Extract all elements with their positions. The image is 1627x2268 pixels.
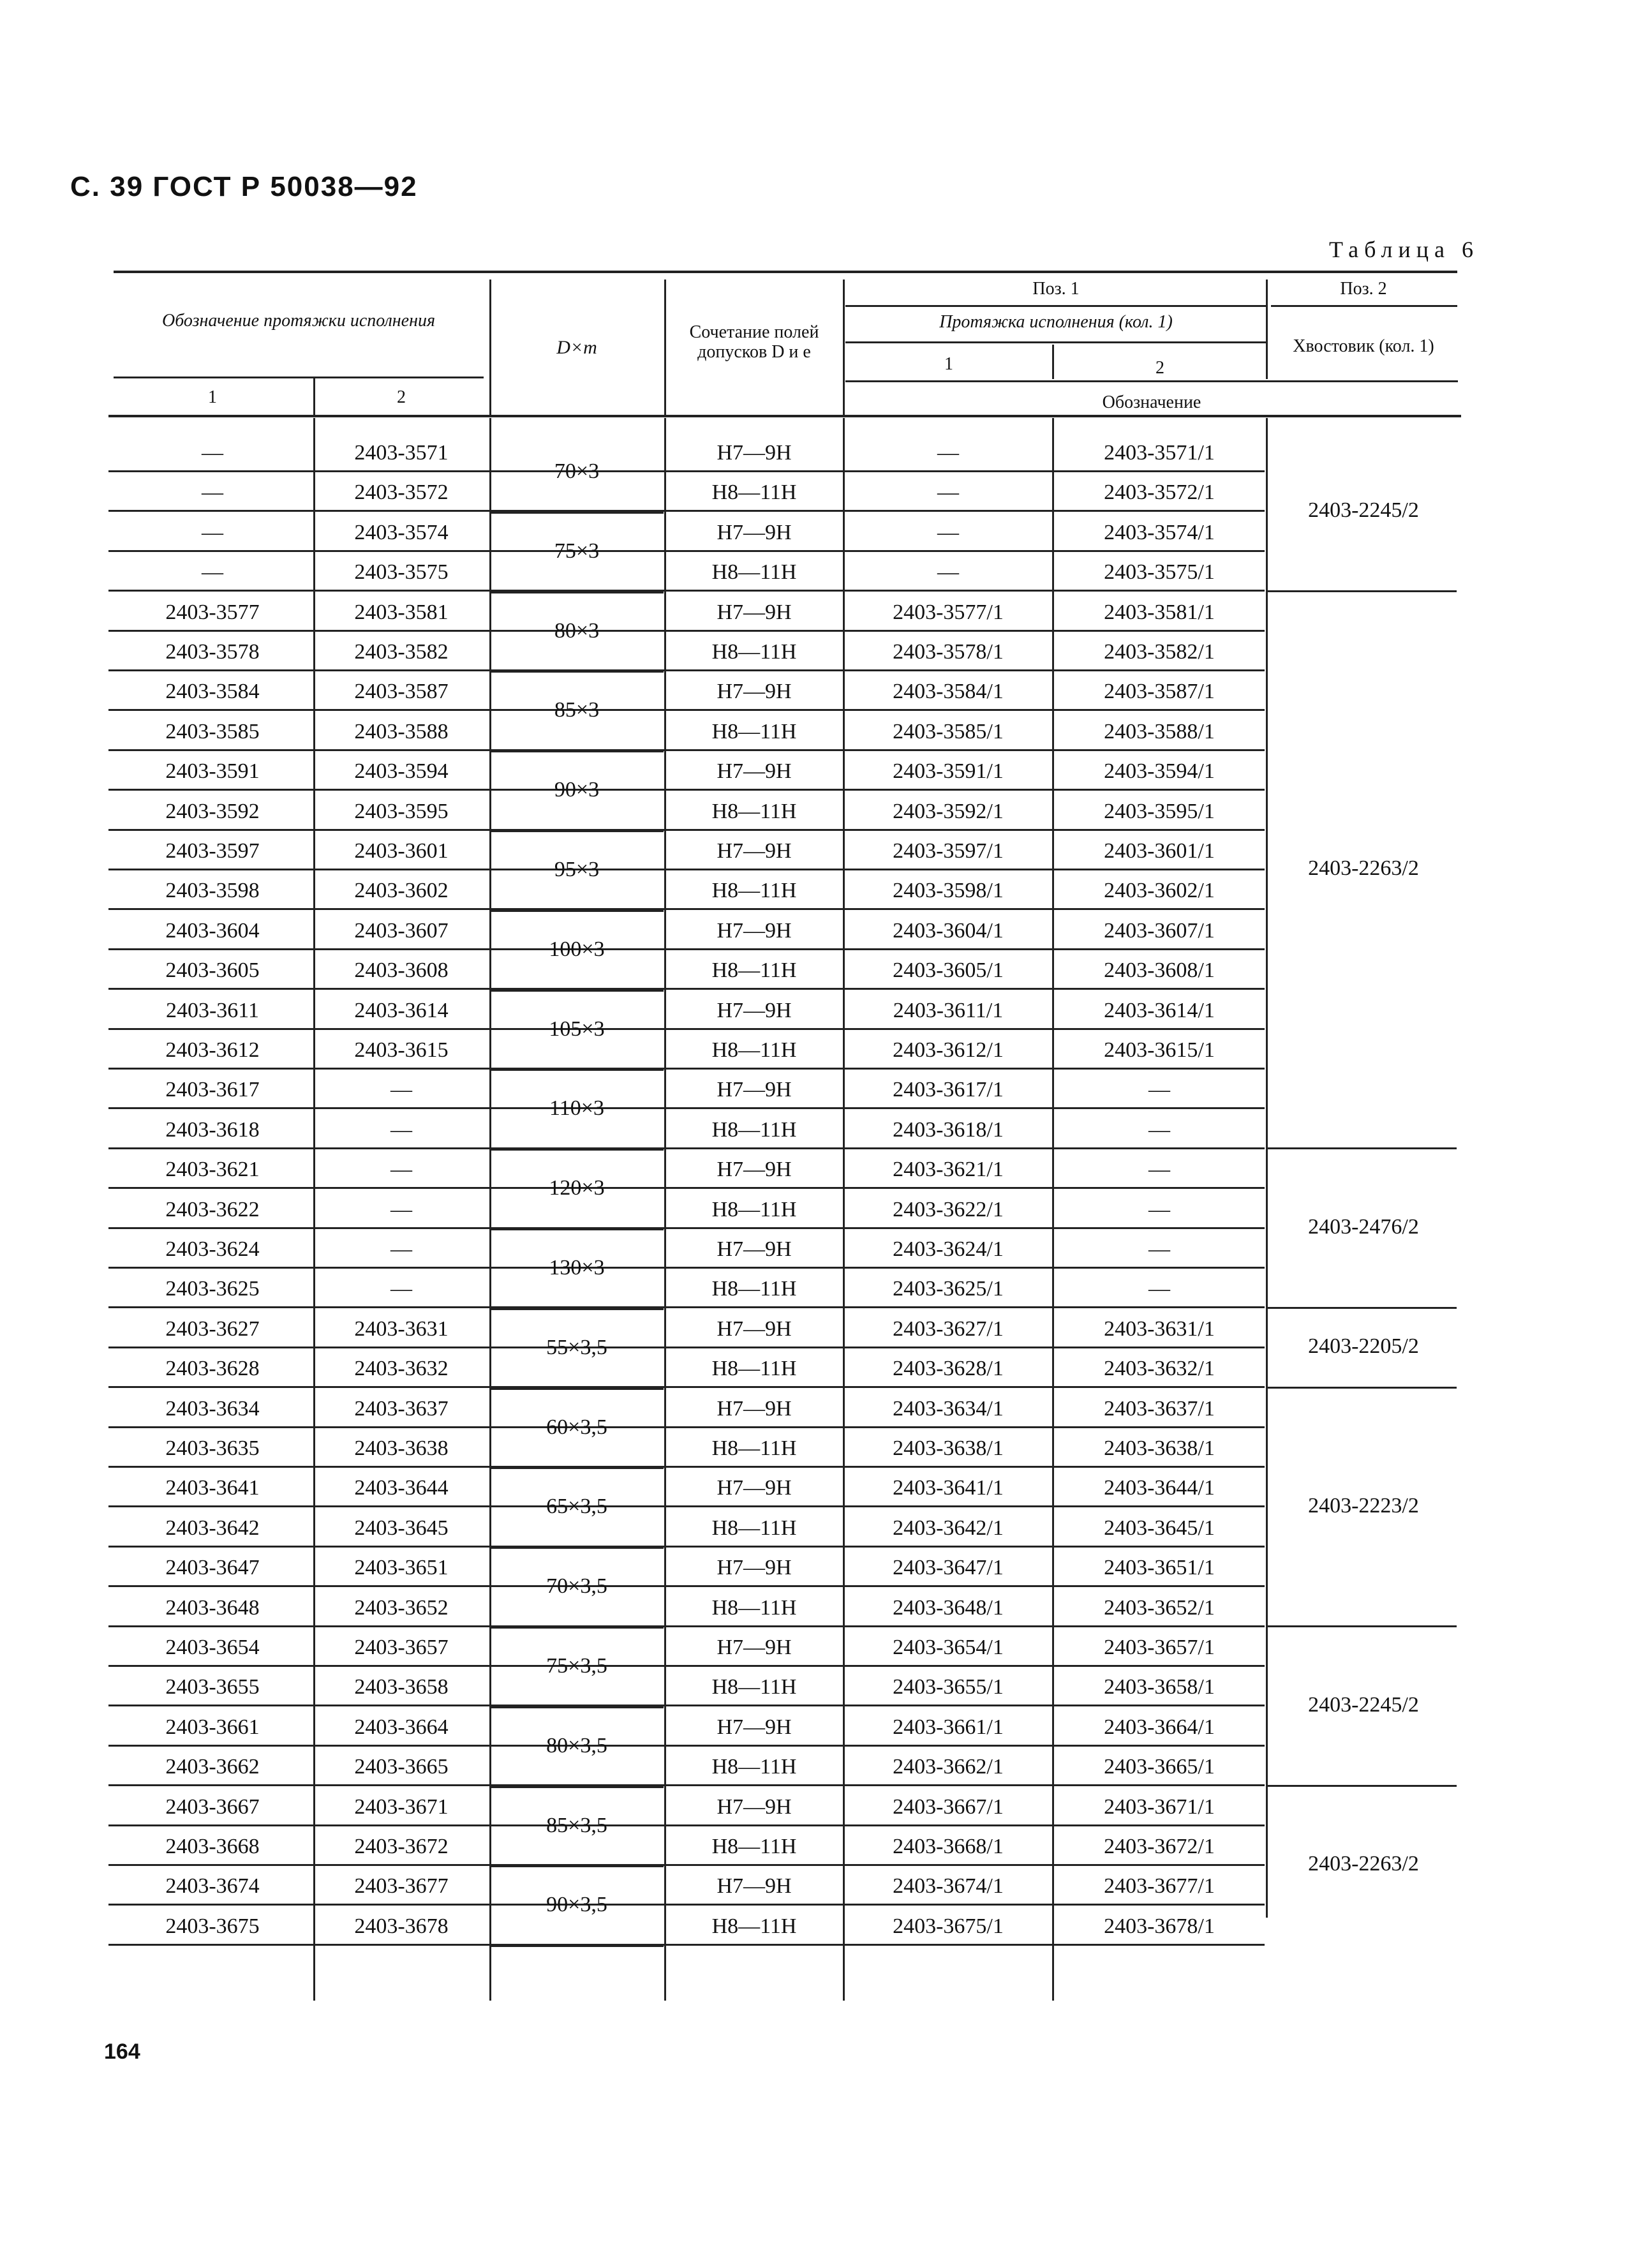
cell-tolerance: H8—11H bbox=[711, 1038, 797, 1062]
row-rule bbox=[108, 829, 1265, 831]
cell-designation-v1: 2403-3592 bbox=[165, 799, 260, 823]
cell-broach-v1: 2403-3668/1 bbox=[893, 1835, 1004, 1858]
cell-designation-v1: 2403-3618 bbox=[165, 1117, 260, 1142]
cell-designation-v2: 2403-3594 bbox=[354, 759, 449, 784]
cell-broach-v1: 2403-3654/1 bbox=[893, 1636, 1004, 1659]
cell-tolerance: H7—9H bbox=[717, 1396, 792, 1421]
cell-shank: 2403-2223/2 bbox=[1308, 1493, 1419, 1518]
cell-broach-v2: — bbox=[1148, 1197, 1170, 1221]
body-divider-pos1 bbox=[843, 418, 845, 2001]
cell-designation-v2: 2403-3657 bbox=[354, 1636, 449, 1659]
cell-designation-v1: 2403-3585 bbox=[165, 719, 260, 743]
cell-designation-v2: — bbox=[390, 1277, 412, 1301]
cell-broach-v2: 2403-3645/1 bbox=[1104, 1516, 1215, 1540]
cell-tolerance: H8—11H bbox=[711, 959, 797, 983]
cell-designation-v2: — bbox=[390, 1197, 412, 1221]
row-rule bbox=[108, 1187, 1265, 1189]
cell-tolerance: H8—11H bbox=[711, 1675, 797, 1699]
cell-broach-v1: 2403-3662/1 bbox=[893, 1755, 1004, 1779]
header-shank: Хвостовик (кол. 1) bbox=[1293, 336, 1434, 356]
cell-tolerance: H7—9H bbox=[717, 839, 792, 863]
cell-broach-v1: 2403-3647/1 bbox=[893, 1556, 1004, 1580]
cell-dm: 110×3 bbox=[549, 1096, 604, 1121]
row-rule bbox=[108, 1585, 1265, 1587]
row-rule bbox=[108, 1904, 1265, 1906]
row-rule bbox=[108, 1107, 1265, 1109]
cell-broach-v1: 2403-3627/1 bbox=[893, 1317, 1004, 1341]
cell-tolerance: H7—9H bbox=[717, 1556, 792, 1580]
cell-broach-v1: 2403-3674/1 bbox=[893, 1874, 1004, 1899]
header-rule-pos2 bbox=[1271, 305, 1457, 307]
row-rule bbox=[108, 1227, 1265, 1229]
cell-designation-v1: 2403-3577 bbox=[165, 600, 260, 624]
cell-dm: 130×3 bbox=[549, 1256, 605, 1279]
cell-dm: 95×3 bbox=[554, 858, 600, 881]
cell-designation-v2: 2403-3665 bbox=[354, 1755, 449, 1779]
header-broach-version: Протяжка исполнения (кол. 1) bbox=[939, 312, 1173, 332]
cell-dm: 65×3,5 bbox=[546, 1495, 607, 1519]
row-rule bbox=[108, 749, 1265, 751]
cell-broach-v1: 2403-3641/1 bbox=[893, 1476, 1004, 1500]
row-rule bbox=[108, 1864, 1265, 1866]
cell-designation-v1: 2403-3604 bbox=[165, 918, 260, 943]
cell-dm: 55×3,5 bbox=[546, 1335, 607, 1359]
cell-broach-v1: 2403-3628/1 bbox=[893, 1357, 1004, 1381]
row-rule bbox=[108, 1267, 1265, 1269]
cell-designation-v1: 2403-3674 bbox=[165, 1874, 260, 1899]
cell-broach-v2: 2403-3574/1 bbox=[1104, 520, 1215, 544]
header-designation-group: Обозначение протяжки исполнения bbox=[162, 311, 435, 331]
row-rule bbox=[108, 1705, 1265, 1706]
cell-broach-v1: 2403-3622/1 bbox=[893, 1197, 1004, 1221]
header-rule-broach bbox=[845, 341, 1267, 343]
header-col-2: 2 bbox=[397, 387, 406, 407]
cell-dm: 70×3 bbox=[554, 459, 600, 483]
cell-tolerance: H7—9H bbox=[717, 1476, 792, 1500]
cell-dm: 85×3,5 bbox=[546, 1813, 607, 1837]
cell-tolerance: H8—11H bbox=[711, 719, 797, 743]
row-rule bbox=[108, 948, 1265, 950]
cell-broach-v2: 2403-3652/1 bbox=[1104, 1595, 1215, 1620]
cell-shank: 2403-2245/2 bbox=[1308, 1692, 1419, 1717]
cell-broach-v1: 2403-3625/1 bbox=[893, 1277, 1004, 1301]
cell-tolerance: H7—9H bbox=[717, 520, 792, 544]
cell-designation-v1: — bbox=[202, 441, 223, 465]
cell-designation-v2: — bbox=[390, 1237, 412, 1261]
row-rule bbox=[108, 709, 1265, 711]
cell-designation-v2: 2403-3658 bbox=[354, 1675, 449, 1699]
cell-designation-v2: 2403-3652 bbox=[354, 1595, 449, 1620]
cell-designation-v2: 2403-3664 bbox=[354, 1715, 449, 1739]
header-divider-pos1 bbox=[843, 280, 845, 416]
cell-designation-v2: 2403-3615 bbox=[354, 1038, 449, 1062]
cell-broach-v1: 2403-3624/1 bbox=[893, 1237, 1004, 1261]
row-rule bbox=[108, 1028, 1265, 1030]
cell-dm: 100×3 bbox=[549, 937, 605, 961]
cell-broach-v2: 2403-3632/1 bbox=[1104, 1357, 1215, 1381]
cell-designation-v2: 2403-3587 bbox=[354, 680, 449, 704]
row-rule bbox=[108, 590, 1265, 592]
cell-broach-v1: — bbox=[937, 441, 959, 465]
cell-designation-v1: 2403-3621 bbox=[165, 1158, 260, 1182]
cell-tolerance: H7—9H bbox=[717, 600, 792, 624]
row-rule bbox=[108, 630, 1265, 632]
cell-tolerance: H7—9H bbox=[717, 998, 792, 1022]
header-tolerance: Сочетание полей допусков D и e bbox=[689, 322, 819, 362]
cell-designation-v2: 2403-3601 bbox=[354, 839, 449, 863]
cell-designation-v2: 2403-3644 bbox=[354, 1476, 449, 1500]
cell-broach-v2: 2403-3672/1 bbox=[1104, 1835, 1215, 1858]
row-rule bbox=[108, 1466, 1265, 1468]
cell-designation-v1: 2403-3598 bbox=[165, 879, 260, 903]
cell-broach-v1: — bbox=[937, 481, 959, 505]
cell-designation-v1: 2403-3642 bbox=[165, 1516, 260, 1540]
cell-designation-v1: 2403-3668 bbox=[165, 1835, 260, 1858]
cell-designation-v1: 2403-3578 bbox=[165, 640, 260, 664]
cell-designation-v2: 2403-3637 bbox=[354, 1396, 449, 1421]
cell-designation-v2: 2403-3678 bbox=[354, 1914, 449, 1938]
cell-shank: 2403-2263/2 bbox=[1308, 1852, 1419, 1876]
cell-broach-v1: 2403-3597/1 bbox=[893, 839, 1004, 863]
cell-tolerance: H8—11H bbox=[711, 1277, 797, 1301]
cell-designation-v2: 2403-3582 bbox=[354, 640, 449, 664]
row-rule bbox=[108, 1625, 1265, 1627]
cell-designation-v2: — bbox=[390, 1078, 412, 1102]
cell-tolerance: H8—11H bbox=[711, 481, 797, 505]
row-rule bbox=[108, 550, 1265, 552]
header-sub-1: 1 bbox=[944, 354, 953, 374]
cell-broach-v1: 2403-3598/1 bbox=[893, 879, 1004, 903]
cell-shank: 2403-2476/2 bbox=[1308, 1214, 1419, 1239]
cell-tolerance: H7—9H bbox=[717, 1794, 792, 1819]
cell-dm: 60×3,5 bbox=[546, 1415, 607, 1439]
cell-broach-v1: 2403-3605/1 bbox=[893, 959, 1004, 983]
row-rule bbox=[108, 1546, 1265, 1548]
cell-broach-v1: 2403-3612/1 bbox=[893, 1038, 1004, 1062]
cell-tolerance: H7—9H bbox=[717, 1158, 792, 1182]
cell-designation-v2: 2403-3638 bbox=[354, 1436, 449, 1460]
cell-designation-v1: — bbox=[202, 481, 223, 505]
cell-broach-v1: 2403-3661/1 bbox=[893, 1715, 1004, 1739]
cell-dm: 80×3 bbox=[554, 618, 600, 643]
cell-broach-v2: 2403-3581/1 bbox=[1104, 600, 1215, 624]
table-label: Таблица 6 bbox=[1329, 237, 1479, 262]
cell-designation-v2: — bbox=[390, 1117, 412, 1142]
cell-tolerance: H8—11H bbox=[711, 1835, 797, 1858]
cell-broach-v1: 2403-3604/1 bbox=[893, 918, 1004, 943]
dm-group-rule bbox=[491, 1945, 664, 1947]
cell-designation-v1: 2403-3591 bbox=[165, 759, 260, 784]
cell-broach-v2: 2403-3615/1 bbox=[1104, 1038, 1215, 1062]
cell-designation-v2: 2403-3595 bbox=[354, 799, 449, 823]
cell-tolerance: H7—9H bbox=[717, 1237, 792, 1261]
table-top-rule bbox=[114, 271, 1457, 273]
cell-designation-v1: 2403-3625 bbox=[165, 1277, 260, 1301]
cell-designation-v2: — bbox=[390, 1158, 412, 1182]
cell-dm: 70×3,5 bbox=[546, 1574, 607, 1599]
cell-designation-v1: 2403-3622 bbox=[165, 1197, 260, 1221]
cell-designation-v2: 2403-3651 bbox=[354, 1556, 449, 1580]
cell-broach-v2: 2403-3678/1 bbox=[1104, 1914, 1215, 1938]
cell-broach-v2: 2403-3657/1 bbox=[1104, 1636, 1215, 1659]
cell-tolerance: H7—9H bbox=[717, 680, 792, 704]
cell-designation-v1: 2403-3641 bbox=[165, 1476, 260, 1500]
cell-broach-v1: 2403-3642/1 bbox=[893, 1516, 1004, 1540]
cell-broach-v2: 2403-3644/1 bbox=[1104, 1476, 1215, 1500]
cell-dm: 75×3 bbox=[554, 539, 600, 563]
row-rule bbox=[108, 470, 1265, 472]
page-title: С. 39 ГОСТ Р 50038—92 bbox=[70, 171, 418, 202]
cell-tolerance: H7—9H bbox=[717, 1317, 792, 1341]
row-rule bbox=[108, 1665, 1265, 1667]
cell-broach-v2: 2403-3664/1 bbox=[1104, 1715, 1215, 1739]
cell-designation-v1: 2403-3624 bbox=[165, 1237, 260, 1261]
cell-dm: 120×3 bbox=[549, 1176, 605, 1200]
header-pos2: Поз. 2 bbox=[1340, 279, 1387, 299]
cell-tolerance: H8—11H bbox=[711, 1914, 797, 1938]
cell-broach-v2: 2403-3665/1 bbox=[1104, 1755, 1215, 1779]
cell-tolerance: H7—9H bbox=[717, 759, 792, 784]
row-rule bbox=[108, 1824, 1265, 1826]
page-number: 164 bbox=[104, 2040, 140, 2064]
cell-tolerance: H8—11H bbox=[711, 1436, 797, 1460]
cell-tolerance: H7—9H bbox=[717, 918, 792, 943]
cell-broach-v1: 2403-3648/1 bbox=[893, 1595, 1004, 1620]
header-rule-pos1 bbox=[845, 305, 1267, 307]
cell-designation-v2: 2403-3572 bbox=[354, 481, 449, 505]
row-rule bbox=[108, 1347, 1265, 1348]
cell-tolerance: H8—11H bbox=[711, 879, 797, 903]
cell-broach-v2: 2403-3575/1 bbox=[1104, 560, 1215, 585]
header-rule-designation bbox=[114, 377, 484, 378]
cell-designation-v2: 2403-3588 bbox=[354, 719, 449, 743]
body-divider-tolerance bbox=[664, 418, 666, 2001]
row-rule bbox=[108, 1505, 1265, 1507]
cell-tolerance: H8—11H bbox=[711, 1516, 797, 1540]
cell-designation-v2: 2403-3631 bbox=[354, 1317, 449, 1341]
cell-designation-v2: 2403-3571 bbox=[354, 441, 449, 465]
row-rule bbox=[108, 510, 1265, 512]
cell-designation-v2: 2403-3581 bbox=[354, 600, 449, 624]
cell-tolerance: H8—11H bbox=[711, 1595, 797, 1620]
cell-designation-v1: 2403-3597 bbox=[165, 839, 260, 863]
cell-designation-v1: 2403-3627 bbox=[165, 1317, 260, 1341]
cell-dm: 105×3 bbox=[549, 1017, 605, 1041]
cell-broach-v2: 2403-3658/1 bbox=[1104, 1675, 1215, 1699]
cell-broach-v1: 2403-3638/1 bbox=[893, 1436, 1004, 1460]
cell-broach-v2: 2403-3608/1 bbox=[1104, 959, 1215, 983]
cell-broach-v2: 2403-3631/1 bbox=[1104, 1317, 1215, 1341]
cell-broach-v2: 2403-3594/1 bbox=[1104, 759, 1215, 784]
cell-broach-v2: 2403-3572/1 bbox=[1104, 481, 1215, 505]
cell-designation-v1: 2403-3605 bbox=[165, 959, 260, 983]
cell-dm: 75×3,5 bbox=[546, 1654, 607, 1678]
cell-tolerance: H8—11H bbox=[711, 1357, 797, 1381]
cell-broach-v2: 2403-3582/1 bbox=[1104, 640, 1215, 664]
cell-broach-v1: 2403-3655/1 bbox=[893, 1675, 1004, 1699]
cell-broach-v1: 2403-3618/1 bbox=[893, 1117, 1004, 1142]
header-dm: D×m bbox=[556, 337, 597, 358]
cell-broach-v1: 2403-3617/1 bbox=[893, 1078, 1004, 1102]
cell-broach-v1: 2403-3591/1 bbox=[893, 759, 1004, 784]
cell-designation-v1: 2403-3647 bbox=[165, 1556, 260, 1580]
cell-dm: 90×3 bbox=[554, 778, 600, 802]
cell-tolerance: H8—11H bbox=[711, 1197, 797, 1221]
cell-broach-v1: 2403-3621/1 bbox=[893, 1158, 1004, 1182]
row-rule bbox=[108, 1306, 1265, 1308]
row-rule bbox=[108, 1784, 1265, 1786]
cell-shank: 2403-2263/2 bbox=[1308, 856, 1419, 881]
cell-designation-v1: 2403-3584 bbox=[165, 680, 260, 704]
cell-tolerance: H7—9H bbox=[717, 1715, 792, 1739]
cell-broach-v1: 2403-3578/1 bbox=[893, 640, 1004, 664]
cell-designation-v2: 2403-3671 bbox=[354, 1794, 449, 1819]
cell-broach-v2: 2403-3671/1 bbox=[1104, 1794, 1215, 1819]
row-rule bbox=[108, 1944, 1265, 1946]
cell-dm: 90×3,5 bbox=[546, 1893, 607, 1917]
row-rule bbox=[108, 908, 1265, 910]
row-rule bbox=[108, 1745, 1265, 1747]
cell-broach-v2: 2403-3677/1 bbox=[1104, 1874, 1215, 1899]
cell-broach-v1: 2403-3634/1 bbox=[893, 1396, 1004, 1421]
cell-tolerance: H8—11H bbox=[711, 799, 797, 823]
cell-broach-v2: — bbox=[1148, 1117, 1170, 1142]
cell-designation-v1: 2403-3628 bbox=[165, 1357, 260, 1381]
cell-broach-v2: 2403-3614/1 bbox=[1104, 998, 1215, 1022]
cell-designation-v2: 2403-3632 bbox=[354, 1357, 449, 1381]
row-rule bbox=[108, 669, 1265, 671]
header-sub-2: 2 bbox=[1155, 358, 1164, 378]
cell-designation-v1: 2403-3648 bbox=[165, 1595, 260, 1620]
body-divider-pos2 bbox=[1266, 418, 1268, 1918]
cell-broach-v1: 2403-3675/1 bbox=[893, 1914, 1004, 1938]
cell-designation-v1: 2403-3667 bbox=[165, 1794, 260, 1819]
row-rule bbox=[108, 1426, 1265, 1428]
cell-tolerance: H7—9H bbox=[717, 441, 792, 465]
cell-tolerance: H8—11H bbox=[711, 560, 797, 585]
cell-designation-v1: 2403-3655 bbox=[165, 1675, 260, 1699]
cell-broach-v1: — bbox=[937, 560, 959, 585]
cell-tolerance: H7—9H bbox=[717, 1874, 792, 1899]
cell-broach-v2: 2403-3601/1 bbox=[1104, 839, 1215, 863]
cell-designation-v1: 2403-3661 bbox=[165, 1715, 260, 1739]
row-rule bbox=[108, 988, 1265, 990]
cell-broach-v2: — bbox=[1148, 1277, 1170, 1301]
cell-tolerance: H8—11H bbox=[711, 1117, 797, 1142]
cell-shank: 2403-2245/2 bbox=[1308, 498, 1419, 522]
row-rule bbox=[108, 789, 1265, 791]
cell-designation-v1: 2403-3634 bbox=[165, 1396, 260, 1421]
cell-broach-v2: — bbox=[1148, 1078, 1170, 1102]
cell-broach-v2: 2403-3602/1 bbox=[1104, 879, 1215, 903]
cell-broach-v1: 2403-3577/1 bbox=[893, 600, 1004, 624]
cell-dm: 85×3 bbox=[554, 698, 600, 722]
cell-designation-v2: 2403-3608 bbox=[354, 959, 449, 983]
cell-broach-v1: 2403-3611/1 bbox=[893, 998, 1004, 1022]
cell-broach-v2: — bbox=[1148, 1237, 1170, 1261]
header-designation: Обозначение bbox=[1102, 392, 1201, 412]
header-bottom-rule bbox=[108, 415, 1461, 417]
cell-dm: 80×3,5 bbox=[546, 1733, 607, 1757]
cell-designation-v2: 2403-3574 bbox=[354, 520, 449, 544]
cell-designation-v1: 2403-3654 bbox=[165, 1636, 260, 1659]
cell-shank: 2403-2205/2 bbox=[1308, 1334, 1419, 1359]
header-pos1: Поз. 1 bbox=[1032, 279, 1080, 299]
header-col-1: 1 bbox=[208, 387, 217, 407]
cell-designation-v2: 2403-3575 bbox=[354, 560, 449, 585]
cell-designation-v2: 2403-3645 bbox=[354, 1516, 449, 1540]
cell-designation-v1: — bbox=[202, 560, 223, 585]
cell-broach-v1: 2403-3592/1 bbox=[893, 799, 1004, 823]
cell-tolerance: H7—9H bbox=[717, 1078, 792, 1102]
cell-designation-v1: 2403-3612 bbox=[165, 1038, 260, 1062]
cell-designation-v2: 2403-3602 bbox=[354, 879, 449, 903]
row-rule bbox=[108, 1068, 1265, 1070]
cell-tolerance: H8—11H bbox=[711, 1755, 797, 1779]
cell-broach-v1: 2403-3585/1 bbox=[893, 719, 1004, 743]
cell-tolerance: H8—11H bbox=[711, 640, 797, 664]
row-rule bbox=[108, 1386, 1265, 1388]
cell-broach-v2: 2403-3638/1 bbox=[1104, 1436, 1215, 1460]
cell-broach-v1: 2403-3584/1 bbox=[893, 680, 1004, 704]
cell-broach-v2: 2403-3595/1 bbox=[1104, 799, 1215, 823]
header-rule-sub bbox=[845, 380, 1458, 382]
cell-designation-v1: — bbox=[202, 520, 223, 544]
cell-designation-v2: 2403-3614 bbox=[354, 998, 449, 1022]
cell-broach-v2: — bbox=[1148, 1158, 1170, 1182]
cell-designation-v1: 2403-3635 bbox=[165, 1436, 260, 1460]
row-rule bbox=[108, 1147, 1265, 1149]
cell-broach-v2: 2403-3587/1 bbox=[1104, 680, 1215, 704]
cell-broach-v2: 2403-3607/1 bbox=[1104, 918, 1215, 943]
cell-broach-v2: 2403-3571/1 bbox=[1104, 441, 1215, 465]
cell-broach-v2: 2403-3637/1 bbox=[1104, 1396, 1215, 1421]
cell-designation-v1: 2403-3611 bbox=[165, 998, 260, 1022]
cell-designation-v1: 2403-3662 bbox=[165, 1755, 260, 1779]
cell-designation-v1: 2403-3617 bbox=[165, 1078, 260, 1102]
cell-broach-v2: 2403-3588/1 bbox=[1104, 719, 1215, 743]
cell-broach-v2: 2403-3651/1 bbox=[1104, 1556, 1215, 1580]
cell-designation-v2: 2403-3672 bbox=[354, 1835, 449, 1858]
header-divider-tolerance bbox=[664, 280, 666, 416]
row-rule bbox=[108, 869, 1265, 870]
cell-broach-v1: — bbox=[937, 520, 959, 544]
cell-tolerance: H7—9H bbox=[717, 1636, 792, 1659]
cell-designation-v2: 2403-3607 bbox=[354, 918, 449, 943]
cell-designation-v2: 2403-3677 bbox=[354, 1874, 449, 1899]
cell-designation-v1: 2403-3675 bbox=[165, 1914, 260, 1938]
cell-broach-v1: 2403-3667/1 bbox=[893, 1794, 1004, 1819]
